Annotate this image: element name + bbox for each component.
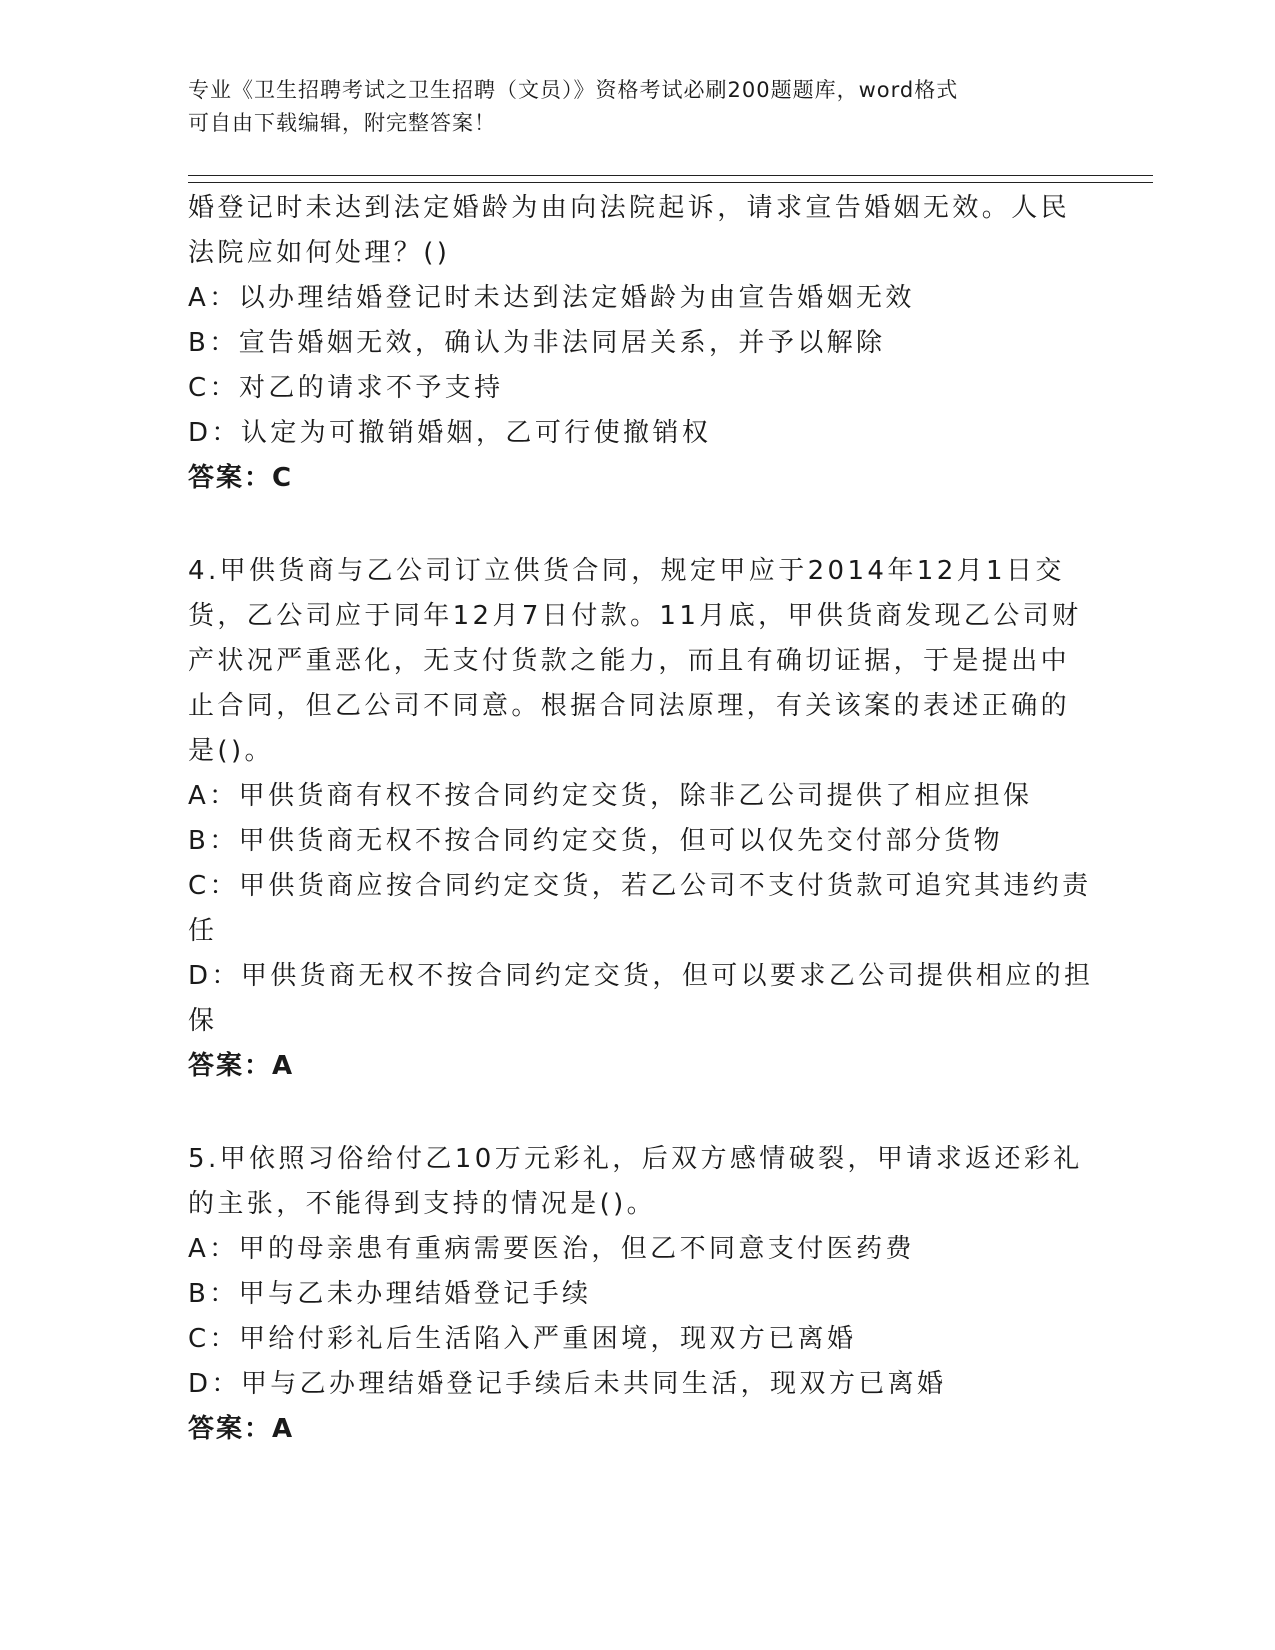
header-divider-bottom	[188, 182, 1153, 183]
question-stem-line: 产状况严重恶化，无支付货款之能力，而且有确切证据，于是提出中	[188, 646, 1071, 676]
question-stem-line: 4.甲供货商与乙公司订立供货合同，规定甲应于2014年12月1日交	[188, 556, 1065, 586]
answer-label: 答案：A	[188, 1051, 295, 1081]
option-b: B：甲供货商无权不按合同约定交货，但可以仅先交付部分货物	[188, 826, 1004, 856]
option-d: D：甲与乙办理结婚登记手续后未共同生活，现双方已离婚	[188, 1369, 947, 1399]
option-c: C：甲给付彩礼后生活陷入严重困境，现双方已离婚	[188, 1324, 857, 1354]
option-b: B：宣告婚姻无效，确认为非法同居关系，并予以解除	[188, 328, 886, 358]
question-3	[188, 186, 1088, 501]
option-b: B：甲与乙未办理结婚登记手续	[188, 1279, 592, 1309]
option-d: D：甲供货商无权不按合同约定交货，但可以要求乙公司提供相应的担	[188, 961, 1094, 991]
option-c: C：甲供货商应按合同约定交货，若乙公司不支付货款可追究其违约责	[188, 871, 1092, 901]
option-d-continued: 保	[188, 1006, 218, 1036]
option-c: C：对乙的请求不予支持	[188, 373, 504, 403]
question-stem-line: 的主张，不能得到支持的情况是()。	[188, 1189, 657, 1219]
option-a: A：甲的母亲患有重病需要医治，但乙不同意支付医药费	[188, 1234, 915, 1264]
header-title-line-2: 可自由下载编辑，附完整答案！	[188, 111, 496, 135]
option-a: A：以办理结婚登记时未达到法定婚龄为由宣告婚姻无效	[188, 283, 915, 313]
question-stem-line: 货，乙公司应于同年12月7日付款。11月底，甲供货商发现乙公司财	[188, 601, 1082, 631]
question-5	[188, 1137, 1088, 1452]
answer-label: 答案：C	[188, 463, 294, 493]
question-4	[188, 549, 1094, 1089]
question-stem-line: 5.甲依照习俗给付乙10万元彩礼，后双方感情破裂，甲请求返还彩礼	[188, 1144, 1083, 1174]
answer-label: 答案：A	[188, 1414, 295, 1444]
option-d: D：认定为可撤销婚姻，乙可行使撤销权	[188, 418, 712, 448]
question-list	[188, 186, 1094, 1452]
question-stem-line: 法院应如何处理？()	[188, 238, 451, 268]
header-title-line-1: 专业《卫生招聘考试之卫生招聘（文员）》资格考试必刷200题题库，word格式	[188, 78, 959, 102]
document-header	[188, 74, 1088, 140]
option-a: A：甲供货商有权不按合同约定交货，除非乙公司提供了相应担保	[188, 781, 1033, 811]
question-stem-line: 婚登记时未达到法定婚龄为由向法院起诉，请求宣告婚姻无效。人民	[188, 193, 1071, 223]
question-stem-line: 是()。	[188, 736, 274, 766]
header-divider-top	[188, 175, 1153, 176]
question-spacer	[188, 501, 1088, 549]
question-stem-line: 止合同，但乙公司不同意。根据合同法原理，有关该案的表述正确的	[188, 691, 1071, 721]
option-c-continued: 任	[188, 916, 218, 946]
question-spacer	[188, 1089, 1088, 1137]
